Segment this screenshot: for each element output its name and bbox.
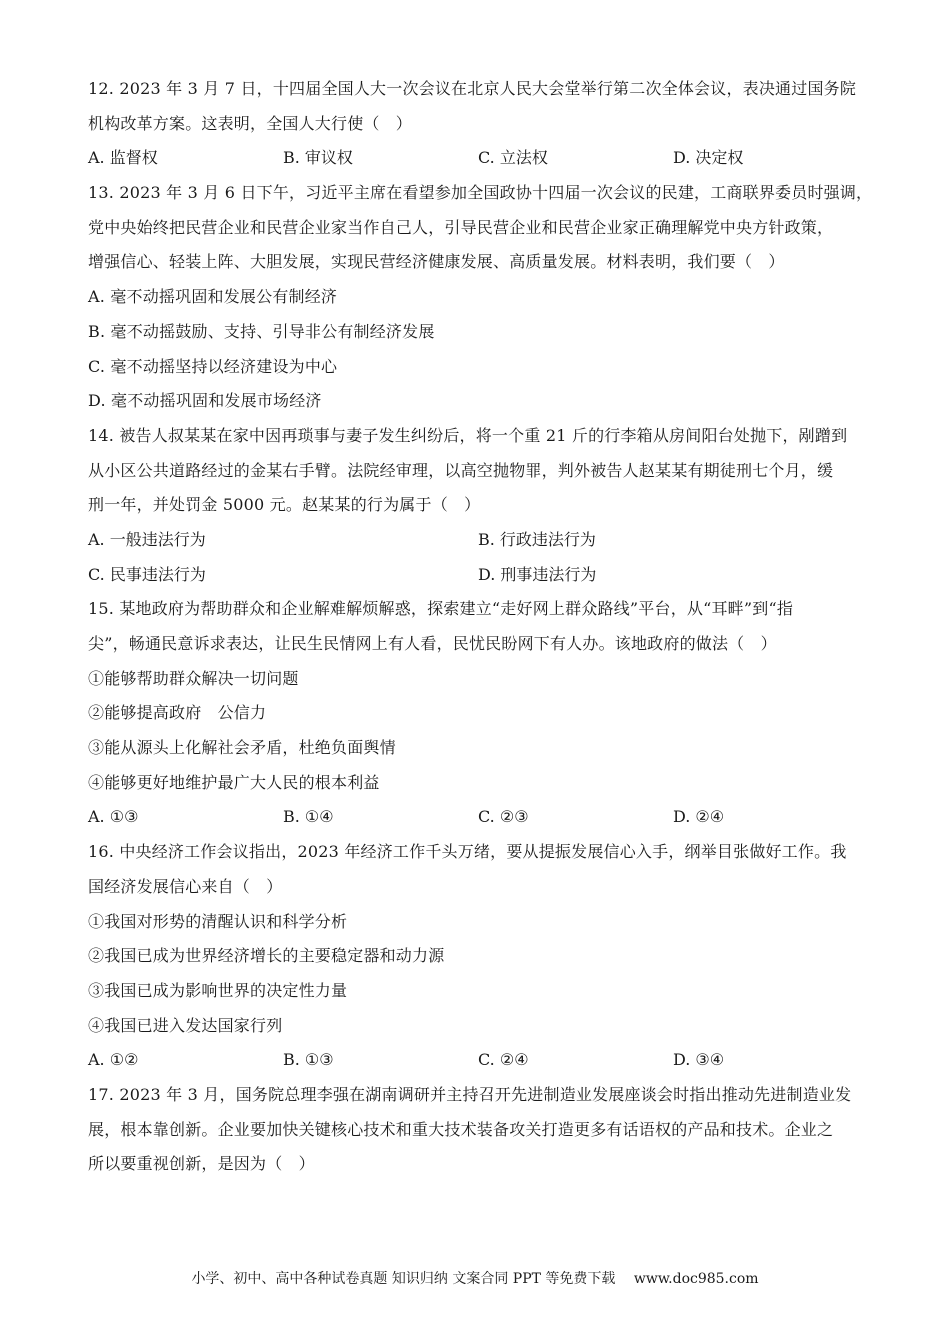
question-14-options-row-2: [88, 558, 868, 593]
question-16: [88, 835, 868, 1078]
question-17-line-3: 所以要重视创新，是因为（ ）: [88, 1154, 315, 1174]
question-17-line-2: 展，根本靠创新。企业要加快关键核心技术和重大技术装备攻关打造更多有话语权的产品和技术。企业之: [88, 1119, 834, 1139]
option-b: B. 行政违法行为: [478, 529, 596, 549]
option-d: D. 毫不动摇巩固和发展市场经济: [88, 391, 322, 411]
option-b: B. 毫不动摇鼓励、支持、引导非公有制经济发展: [88, 321, 435, 341]
option-a: A. 监督权: [88, 148, 158, 168]
question-13-line-3: 增强信心、轻装上阵、大胆发展，实现民营经济健康发展、高质量发展。材料表明，我们要（ ）: [88, 252, 785, 272]
statement-3: ③能从源头上化解社会矛盾，杜绝负面舆情: [88, 738, 396, 758]
question-12-options: [88, 141, 868, 176]
statement-2: ②能够提高政府 公信力: [88, 703, 267, 723]
question-13-line-1: 13. 2023 年 3 月 6 日下午，习近平主席在看望参加全国政协十四届一次会议的民建，工商联界委员时强调，: [88, 183, 873, 203]
question-14-line-2: 从小区公共道路经过的金某右手臂。法院经审理，以高空抛物罪，判外被告人赵某某有期徒刑七个月，缓: [88, 460, 834, 480]
question-15: [88, 592, 868, 835]
option-b: B. ①④: [283, 807, 334, 827]
statement-1: ①能够帮助群众解决一切问题: [88, 668, 299, 688]
question-14-options-row-1: [88, 523, 868, 558]
option-d: D. ③④: [673, 1050, 725, 1070]
question-13-line-2: 党中央始终把民营企业和民营企业家当作自己人，引导民营企业和民营企业家正确理解党中央方针政策，: [88, 217, 834, 237]
question-15-options: [88, 800, 868, 835]
option-a: A. ①②: [88, 1050, 139, 1070]
question-17-line-1: 17. 2023 年 3 月，国务院总理李强在湖南调研并主持召开先进制造业发展座谈会时指出推动先进制造业发: [88, 1084, 852, 1104]
question-12-line-2: 机构改革方案。这表明，全国人大行使（ ）: [88, 113, 413, 133]
question-12-line-1: 12. 2023 年 3 月 7 日，十四届全国人大一次会议在北京人民大会堂举行第二次全体会议，表决通过国务院: [88, 79, 857, 98]
question-12: [88, 72, 868, 176]
question-16-line-1: 16. 中央经济工作会议指出，2023 年经济工作千头万绪，要从提振发展信心入手，纲举目张做好工作。我: [88, 842, 847, 862]
exam-page: [88, 72, 873, 1182]
option-b: B. ①③: [283, 1050, 334, 1070]
statement-4: ④我国已进入发达国家行列: [88, 1015, 283, 1035]
option-d: D. ②④: [673, 807, 725, 827]
option-a: A. ①③: [88, 807, 139, 827]
statement-4: ④能够更好地维护最广大人民的根本利益: [88, 772, 380, 792]
question-14: [88, 419, 868, 592]
question-16-line-2: 国经济发展信心来自（ ）: [88, 876, 283, 896]
option-a: A. 毫不动摇巩固和发展公有制经济: [88, 287, 338, 307]
statement-3: ③我国已成为影响世界的决定性力量: [88, 980, 348, 1000]
question-13: [88, 176, 873, 419]
option-d: D. 刑事违法行为: [478, 564, 597, 584]
page-footer: 小学、初中、高中各种试卷真题 知识归纳 文案合同 PPT 等免费下载 www.doc985.com: [191, 1271, 759, 1287]
question-14-line-1: 14. 被告人叔某某在家中因再琐事与妻子发生纠纷后，将一个重 21 斤的行李箱从房间阳台处抛下，剐蹭到: [88, 425, 848, 445]
option-c: C. 立法权: [478, 148, 548, 168]
option-d: D. 决定权: [673, 148, 744, 168]
statement-2: ②我国已成为世界经济增长的主要稳定器和动力源: [88, 946, 445, 966]
option-c: C. ②④: [478, 1050, 529, 1070]
option-c: C. ②③: [478, 807, 529, 827]
question-14-line-3: 刑一年，并处罚金 5000 元。赵某某的行为属于（ ）: [88, 495, 481, 515]
question-15-line-1: 15. 某地政府为帮助群众和企业解难解烦解惑，探索建立“走好网上群众路线”平台，从“耳畔”到“指: [88, 599, 794, 619]
question-17: [88, 1078, 868, 1182]
option-c: C. 毫不动摇坚持以经济建设为中心: [88, 356, 338, 376]
option-b: B. 审议权: [283, 148, 353, 168]
question-16-options: [88, 1043, 868, 1078]
option-c: C. 民事违法行为: [88, 564, 206, 584]
statement-1: ①我国对形势的清醒认识和科学分析: [88, 911, 348, 931]
question-15-line-2: 尖”，畅通民意诉求表达，让民生民情网上有人看，民忧民盼网下有人办。该地政府的做法（ ）: [88, 634, 777, 653]
option-a: A. 一般违法行为: [88, 529, 206, 549]
